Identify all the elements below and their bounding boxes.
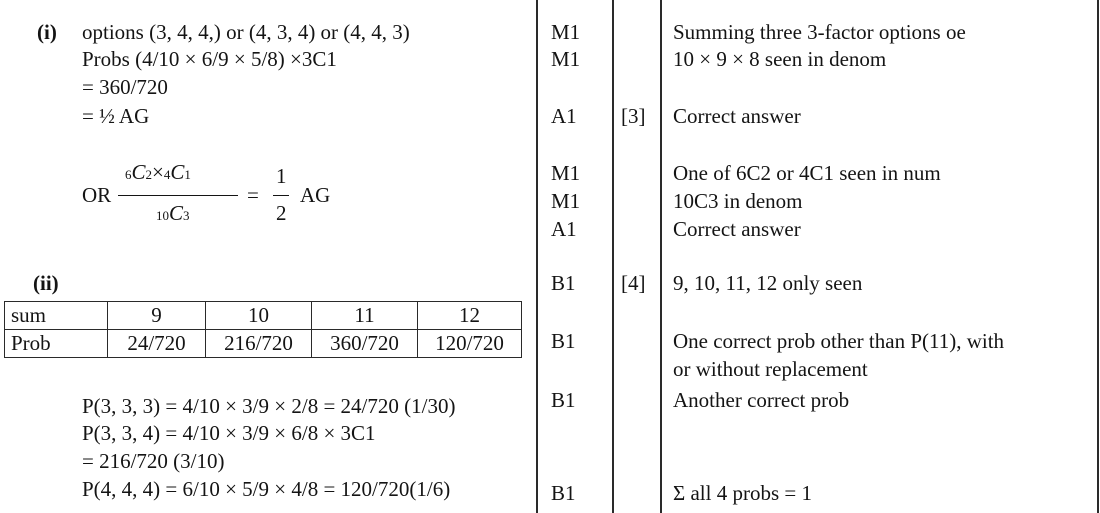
mark-ii-2: B1 [551, 329, 576, 353]
table-cell-sum-12: 12 [418, 302, 522, 330]
table-row-prob [5, 330, 522, 358]
table-cell-sum-10: 10 [206, 302, 312, 330]
alt-ag: AG [300, 183, 331, 207]
guidance-i-5: 10C3 in denom [673, 189, 803, 213]
guidance-ii-2: One correct prob other than P(11), with [673, 329, 1005, 353]
probability-distribution-table [4, 301, 522, 358]
mark-i-2: M1 [551, 47, 581, 71]
table-cell-sum-9: 9 [108, 302, 206, 330]
working-ii-2: P(3, 3, 4) = 4/10 × 3/9 × 6/8 × 3C1 [82, 421, 376, 445]
half-numerator: 1 [276, 164, 287, 188]
guidance-i-2: 10 × 9 × 8 seen in denom [673, 47, 887, 71]
mark-i-6: A1 [551, 217, 577, 241]
guidance-ii-1: 9, 10, 11, 12 only seen [673, 271, 863, 295]
guidance-i-4: One of 6C2 or 4C1 seen in num [673, 161, 941, 185]
mark-ii-4: B1 [551, 481, 576, 505]
part-i-line-4: = ½ AG [82, 104, 150, 128]
table-header-sum: sum [5, 302, 108, 330]
guidance-i-1: Summing three 3-factor options oe [673, 20, 966, 44]
part-i-line-1: options (3, 4, 4,) or (4, 3, 4) or (4, 4, 3) [82, 20, 410, 44]
mark-i-3: A1 [551, 104, 577, 128]
mark-i-5: M1 [551, 189, 581, 213]
mark-ii-1: B1 [551, 271, 576, 295]
fraction-numerator: 6C2×4C1 [125, 160, 191, 184]
total-ii: [4] [621, 271, 646, 295]
part-i-label: (i) [37, 20, 57, 44]
guidance-ii-3: or without replacement [673, 357, 868, 381]
table-cell-sum-11: 11 [312, 302, 418, 330]
table-cell-prob-9: 24/720 [108, 330, 206, 358]
part-i-line-3: = 360/720 [82, 75, 168, 99]
guidance-i-3: Correct answer [673, 104, 801, 128]
column-divider-marks [612, 0, 614, 513]
working-ii-3: = 216/720 (3/10) [82, 449, 225, 473]
guidance-ii-4: Another correct prob [673, 388, 850, 412]
mark-i-4: M1 [551, 161, 581, 185]
table-row-sum [5, 302, 522, 330]
guidance-i-6: Correct answer [673, 217, 801, 241]
column-divider-answer [536, 0, 538, 513]
table-header-prob: Prob [5, 330, 108, 358]
fraction-denominator: 10C3 [156, 201, 190, 225]
column-divider-total [660, 0, 662, 513]
table-cell-prob-11: 360/720 [312, 330, 418, 358]
column-divider-right [1097, 0, 1099, 513]
half-bar [273, 195, 289, 196]
mark-i-1: M1 [551, 20, 581, 44]
table-cell-prob-12: 120/720 [418, 330, 522, 358]
part-i-line-2: Probs (4/10 × 6/9 × 5/8) ×3C1 [82, 47, 337, 71]
alt-or-label: OR [82, 183, 112, 207]
half-denominator: 2 [276, 201, 287, 225]
table-cell-prob-10: 216/720 [206, 330, 312, 358]
guidance-ii-5: Σ all 4 probs = 1 [673, 481, 812, 505]
total-i: [3] [621, 104, 646, 128]
fraction-bar [118, 195, 238, 196]
alt-equals: = [247, 183, 259, 207]
mark-ii-3: B1 [551, 388, 576, 412]
working-ii-4: P(4, 4, 4) = 6/10 × 5/9 × 4/8 = 120/720(1/6) [82, 477, 451, 501]
working-ii-1: P(3, 3, 3) = 4/10 × 3/9 × 2/8 = 24/720 (1/30) [82, 394, 456, 418]
part-ii-label: (ii) [33, 271, 59, 295]
